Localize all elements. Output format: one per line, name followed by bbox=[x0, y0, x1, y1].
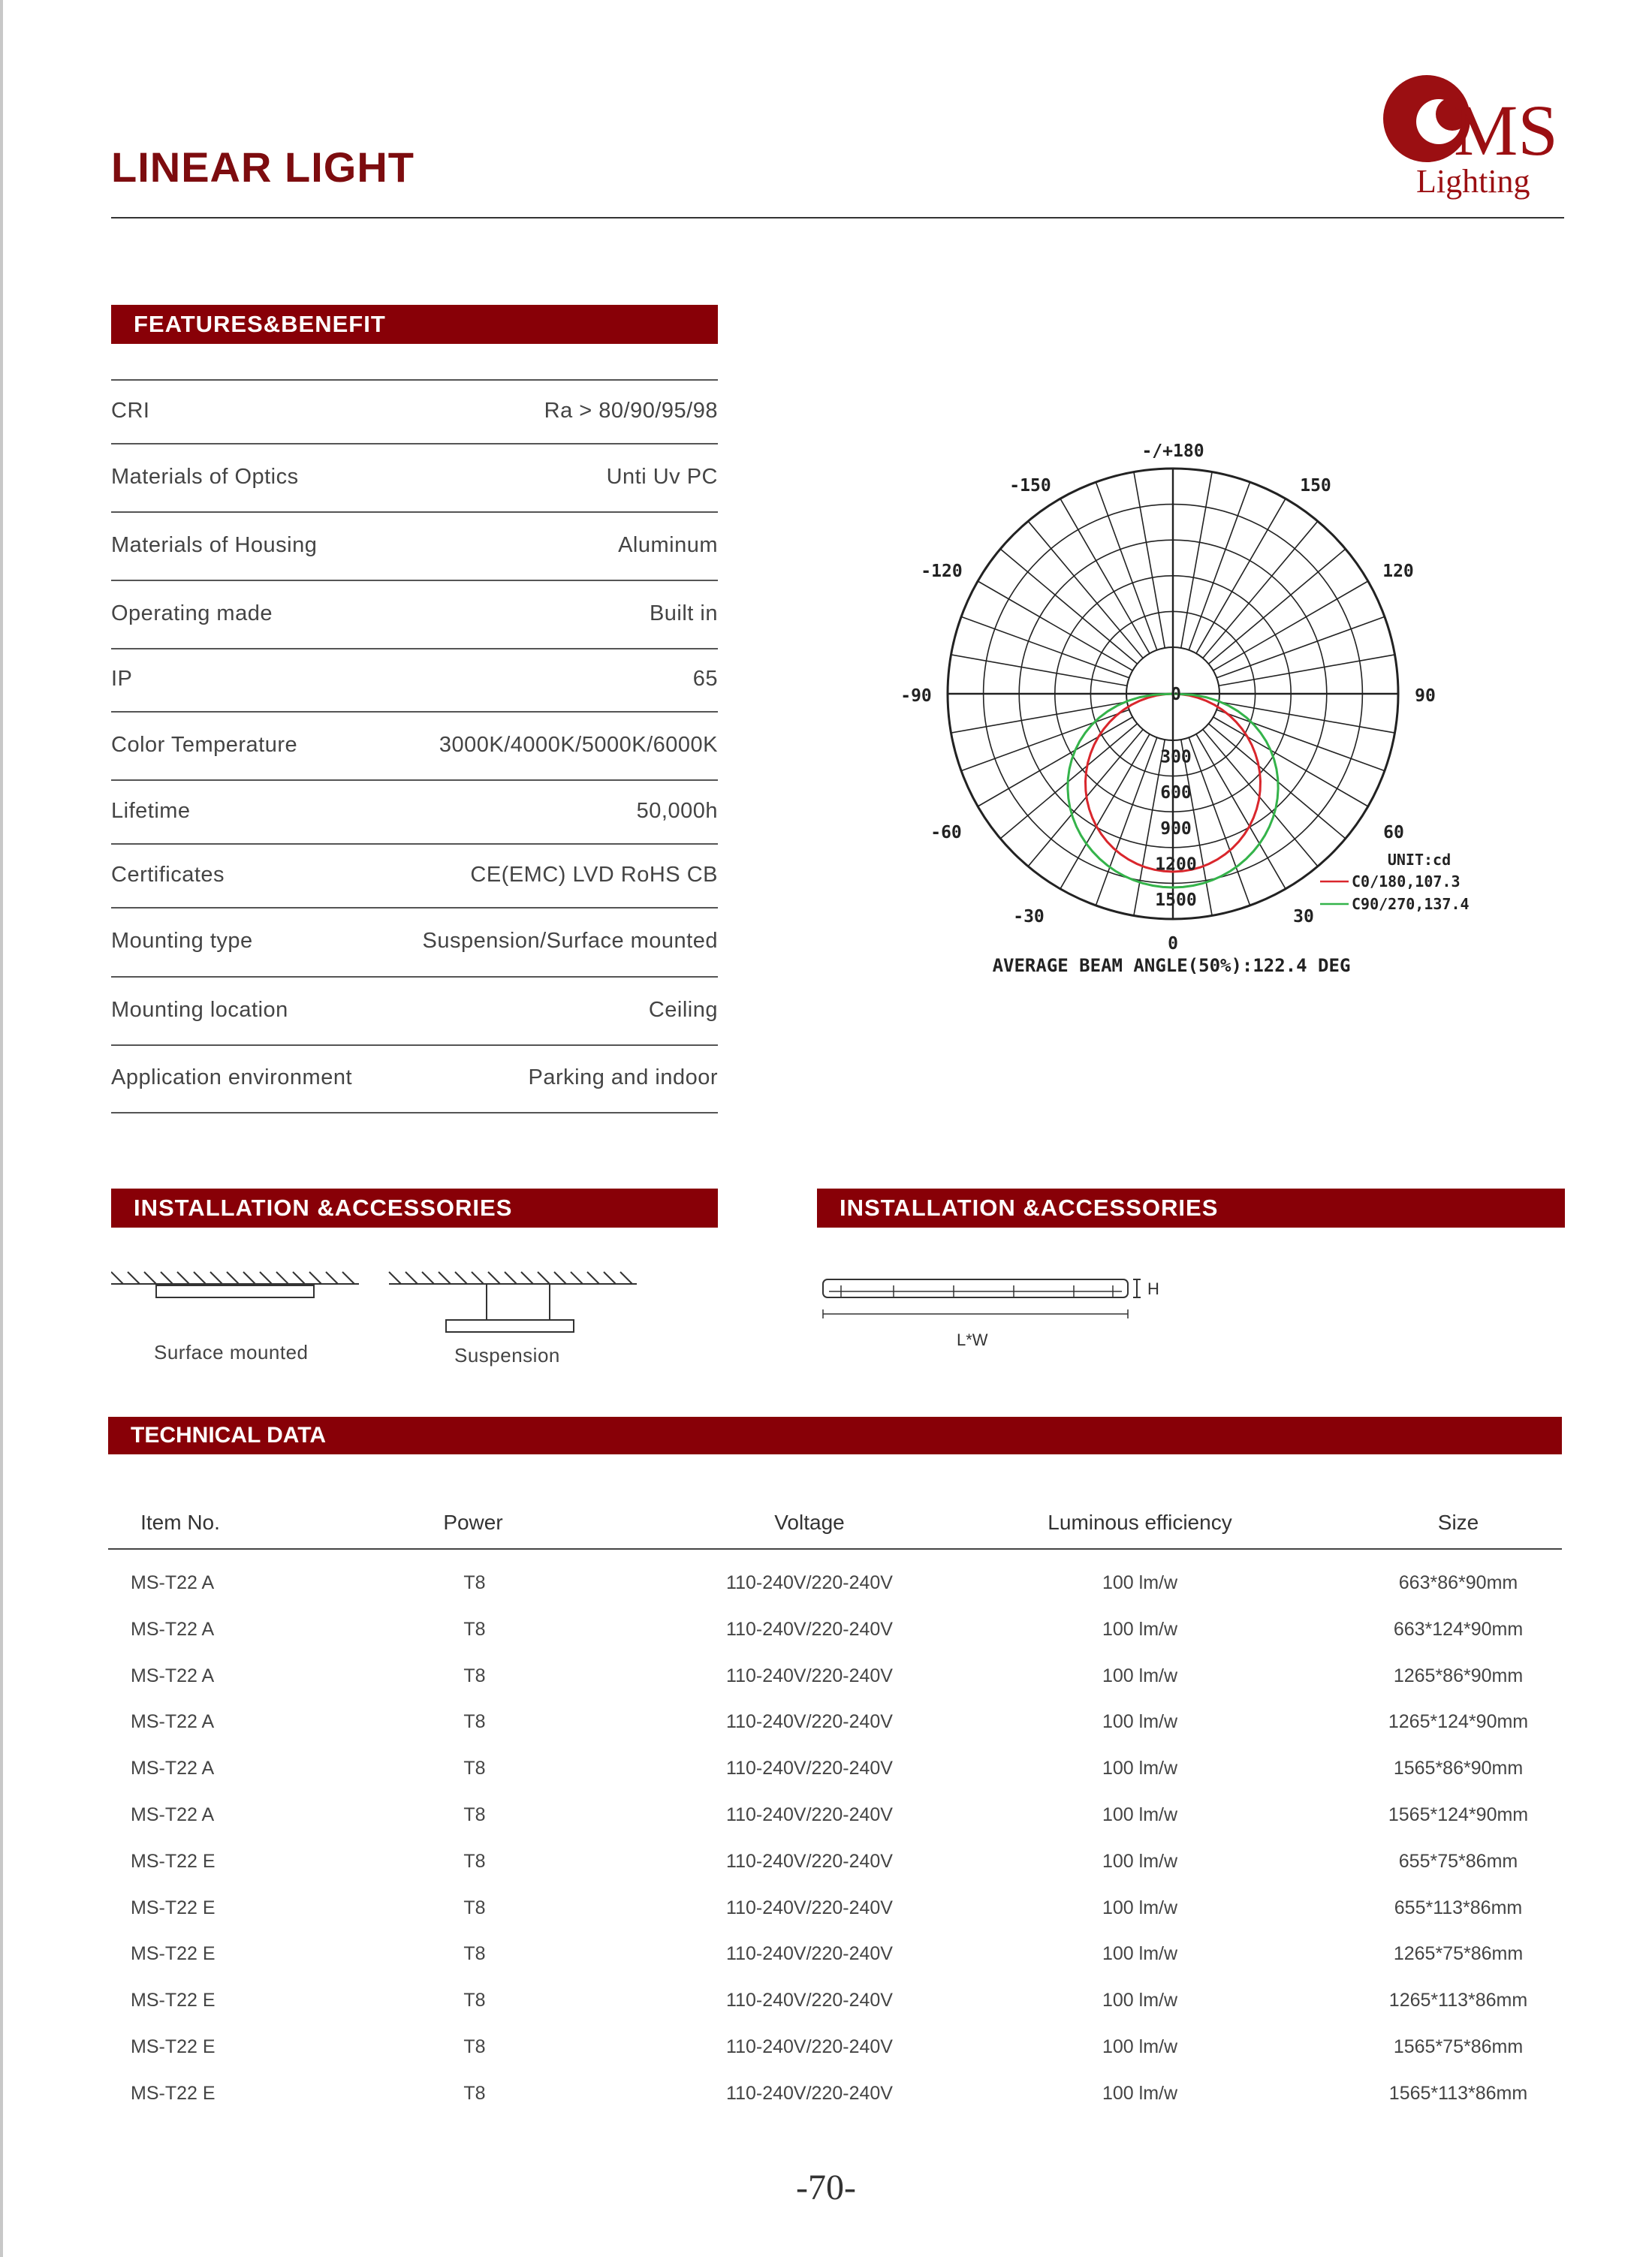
legend-c0: C0/180,107.3 bbox=[1352, 872, 1461, 890]
table-column-header: Item No. bbox=[140, 1511, 220, 1534]
angle-label-minus60: -60 bbox=[930, 823, 962, 842]
length-width-label: L*W bbox=[957, 1330, 988, 1349]
table-cell: 100 lm/w bbox=[1102, 1572, 1178, 1593]
radial-label: 600 bbox=[1160, 783, 1192, 803]
spec-label: Lifetime bbox=[111, 799, 191, 823]
table-cell: MS-T22 E bbox=[131, 2082, 216, 2104]
spec-divider bbox=[111, 843, 718, 845]
hatch-stroke bbox=[276, 1272, 288, 1284]
table-cell: 100 lm/w bbox=[1102, 1804, 1178, 1825]
hatch-stroke bbox=[439, 1272, 451, 1284]
polar-spoke bbox=[1216, 616, 1385, 677]
spec-divider bbox=[111, 907, 718, 909]
table-cell: 100 lm/w bbox=[1102, 1990, 1178, 2011]
hatch-stroke bbox=[422, 1272, 434, 1284]
logo-text: Lighting bbox=[1416, 163, 1530, 200]
table-cell: MS-T22 E bbox=[131, 1990, 216, 2011]
spec-divider bbox=[111, 511, 718, 513]
surface-mounted-caption: Surface mounted bbox=[154, 1341, 309, 1364]
features-heading: FEATURES&BENEFIT bbox=[111, 305, 718, 344]
table-cell: 110-240V/220-240V bbox=[726, 2036, 893, 2057]
spec-value: 65 bbox=[692, 667, 718, 691]
spec-divider bbox=[111, 648, 718, 649]
table-cell: 110-240V/220-240V bbox=[726, 1665, 893, 1686]
fixture-side-view bbox=[823, 1279, 1128, 1297]
table-cell: MS-T22 A bbox=[131, 1758, 215, 1779]
table-cell: 110-240V/220-240V bbox=[726, 1572, 893, 1593]
spec-label: Mounting type bbox=[111, 929, 253, 953]
table-cell: 1265*86*90mm bbox=[1393, 1665, 1524, 1686]
surface-fixture bbox=[156, 1285, 314, 1297]
table-cell: T8 bbox=[463, 1990, 486, 2011]
hatch-stroke bbox=[472, 1272, 484, 1284]
angle-label-minus120: -120 bbox=[921, 562, 963, 581]
radial-label: 1200 bbox=[1155, 854, 1197, 875]
table-cell: T8 bbox=[463, 1897, 486, 1918]
polar-spoke bbox=[1181, 472, 1212, 648]
table-cell: 110-240V/220-240V bbox=[726, 1990, 893, 2011]
table-cell: 100 lm/w bbox=[1102, 1850, 1178, 1872]
page-number: -70- bbox=[796, 2168, 856, 2207]
spec-divider bbox=[111, 1044, 718, 1046]
spec-divider bbox=[111, 379, 718, 381]
table-cell: T8 bbox=[463, 2082, 486, 2104]
spec-label: Color Temperature bbox=[111, 733, 298, 757]
table-cell: MS-T22 E bbox=[131, 2036, 216, 2057]
table-cell: 1265*75*86mm bbox=[1393, 1943, 1524, 1965]
table-cell: 110-240V/220-240V bbox=[726, 1758, 893, 1779]
table-cell: MS-T22 E bbox=[131, 1897, 216, 1918]
table-cell: T8 bbox=[463, 1711, 486, 1733]
technical-heading: TECHNICAL DATA bbox=[108, 1417, 1562, 1454]
table-cell: MS-T22 E bbox=[131, 1850, 216, 1872]
page-title: LINEAR LIGHT bbox=[111, 143, 415, 191]
spec-divider bbox=[111, 443, 718, 444]
installation-right-heading: INSTALLATION &ACCESSORIES bbox=[817, 1189, 1565, 1228]
table-cell: 1265*124*90mm bbox=[1388, 1711, 1529, 1733]
hatch-stroke bbox=[538, 1272, 550, 1284]
table-cell: 1565*113*86mm bbox=[1388, 2082, 1528, 2104]
table-cell: T8 bbox=[463, 2036, 486, 2057]
suspension-caption: Suspension bbox=[454, 1344, 560, 1367]
angle-label-minus30: -30 bbox=[1013, 907, 1045, 927]
table-column-header: Size bbox=[1437, 1511, 1479, 1534]
table-cell: 1565*75*86mm bbox=[1393, 2036, 1524, 2057]
radial-label: 300 bbox=[1160, 747, 1192, 767]
table-cell: 100 lm/w bbox=[1102, 1618, 1178, 1640]
table-cell: 100 lm/w bbox=[1102, 2036, 1178, 2057]
spec-divider bbox=[111, 976, 718, 978]
table-cell: 1565*124*90mm bbox=[1388, 1804, 1529, 1825]
polar-spoke bbox=[1189, 737, 1250, 906]
hatch-stroke bbox=[309, 1272, 321, 1284]
table-cell: 663*86*90mm bbox=[1398, 1572, 1518, 1593]
angle-label-minus90: -90 bbox=[900, 686, 932, 706]
table-cell: T8 bbox=[463, 1943, 486, 1965]
table-header-rule bbox=[108, 1548, 1562, 1550]
spec-label: CRI bbox=[111, 399, 150, 423]
hatch-stroke bbox=[293, 1272, 305, 1284]
angle-label-90: 90 bbox=[1415, 686, 1436, 706]
hatch-stroke bbox=[177, 1272, 189, 1284]
ms-lighting-logo bbox=[1380, 72, 1575, 207]
table-cell: 100 lm/w bbox=[1102, 2082, 1178, 2104]
spec-divider bbox=[111, 1112, 718, 1113]
light-distribution-polar-chart bbox=[894, 428, 1524, 984]
hatch-stroke bbox=[227, 1272, 239, 1284]
spec-value: 3000K/4000K/5000K/6000K bbox=[439, 733, 718, 757]
table-cell: 100 lm/w bbox=[1102, 1758, 1178, 1779]
hatch-stroke bbox=[604, 1272, 616, 1284]
hatch-stroke bbox=[389, 1272, 401, 1284]
table-cell: T8 bbox=[463, 1804, 486, 1825]
polar-spoke bbox=[1134, 472, 1165, 648]
radial-label: 1500 bbox=[1155, 890, 1197, 910]
table-cell: T8 bbox=[463, 1758, 486, 1779]
table-cell: 663*124*90mm bbox=[1393, 1618, 1524, 1640]
table-cell: MS-T22 A bbox=[131, 1572, 215, 1593]
radial-label: 0 bbox=[1171, 685, 1181, 704]
hatch-stroke bbox=[587, 1272, 599, 1284]
polar-spoke bbox=[1219, 655, 1394, 686]
installation-left-heading: INSTALLATION &ACCESSORIES bbox=[111, 1189, 718, 1228]
table-cell: 110-240V/220-240V bbox=[726, 2082, 893, 2104]
polar-spoke bbox=[961, 616, 1129, 677]
table-column-header: Voltage bbox=[774, 1511, 845, 1534]
table-cell: 100 lm/w bbox=[1102, 1665, 1178, 1686]
polar-spoke bbox=[961, 710, 1129, 770]
logo-mark: MS bbox=[1454, 90, 1558, 170]
hatch-stroke bbox=[144, 1272, 156, 1284]
spec-value: Ceiling bbox=[648, 998, 718, 1022]
hatch-stroke bbox=[554, 1272, 566, 1284]
angle-label-minus150: -150 bbox=[1009, 476, 1051, 496]
hatch-stroke bbox=[505, 1272, 517, 1284]
beam-angle-caption: AVERAGE BEAM ANGLE(50%):122.4 DEG bbox=[992, 955, 1351, 976]
spec-label: Mounting location bbox=[111, 998, 288, 1022]
mounting-diagram bbox=[111, 1269, 637, 1351]
polar-spoke bbox=[1096, 482, 1156, 650]
dimension-diagram bbox=[818, 1269, 1179, 1351]
hatch-stroke bbox=[342, 1272, 354, 1284]
table-column-header: Power bbox=[443, 1511, 503, 1534]
table-cell: 655*113*86mm bbox=[1394, 1897, 1523, 1918]
polar-spoke bbox=[1189, 482, 1250, 650]
hatch-stroke bbox=[405, 1272, 418, 1284]
spec-value: 50,000h bbox=[636, 799, 718, 823]
spec-value: CE(EMC) LVD RoHS CB bbox=[470, 863, 718, 887]
legend-c90: C90/270,137.4 bbox=[1352, 895, 1470, 913]
spec-value: Built in bbox=[649, 601, 718, 625]
spec-value: Ra > 80/90/95/98 bbox=[544, 399, 718, 423]
table-cell: 100 lm/w bbox=[1102, 1897, 1178, 1918]
table-cell: 1265*113*86mm bbox=[1388, 1990, 1528, 2011]
table-cell: 100 lm/w bbox=[1102, 1711, 1178, 1733]
title-divider bbox=[111, 217, 1564, 218]
spec-label: Materials of Optics bbox=[111, 465, 299, 489]
suspension-fixture bbox=[446, 1320, 574, 1332]
spec-value: Parking and indoor bbox=[528, 1065, 718, 1089]
table-cell: MS-T22 E bbox=[131, 1943, 216, 1965]
table-cell: T8 bbox=[463, 1618, 486, 1640]
table-cell: T8 bbox=[463, 1665, 486, 1686]
hatch-stroke bbox=[620, 1272, 632, 1284]
polar-spoke bbox=[1096, 737, 1156, 906]
table-cell: 110-240V/220-240V bbox=[726, 1943, 893, 1965]
table-cell: MS-T22 A bbox=[131, 1804, 215, 1825]
table-cell: MS-T22 A bbox=[131, 1665, 215, 1686]
angle-label-30: 30 bbox=[1293, 907, 1314, 927]
hatch-stroke bbox=[243, 1272, 255, 1284]
polar-spoke bbox=[1216, 710, 1385, 770]
page-edge bbox=[0, 0, 3, 2257]
suspension-ceiling-hatch bbox=[389, 1272, 637, 1284]
hatch-stroke bbox=[488, 1272, 500, 1284]
table-cell: 100 lm/w bbox=[1102, 1943, 1178, 1965]
table-cell: 110-240V/220-240V bbox=[726, 1897, 893, 1918]
hatch-stroke bbox=[326, 1272, 338, 1284]
polar-spoke bbox=[951, 655, 1127, 686]
unit-label: UNIT:cd bbox=[1387, 851, 1452, 869]
table-cell: 1565*86*90mm bbox=[1393, 1758, 1524, 1779]
spec-value: Suspension/Surface mounted bbox=[422, 929, 718, 953]
spec-divider bbox=[111, 779, 718, 781]
radial-label: 900 bbox=[1160, 818, 1192, 839]
table-cell: T8 bbox=[463, 1850, 486, 1872]
angle-label-150: 150 bbox=[1300, 476, 1331, 496]
spec-value: Aluminum bbox=[618, 533, 718, 557]
spec-divider bbox=[111, 580, 718, 581]
height-label: H bbox=[1147, 1279, 1159, 1298]
spec-divider bbox=[111, 711, 718, 713]
hatch-stroke bbox=[128, 1272, 140, 1284]
hatch-stroke bbox=[111, 1272, 123, 1284]
table-column-header: Luminous efficiency bbox=[1048, 1511, 1232, 1534]
table-cell: MS-T22 A bbox=[131, 1711, 215, 1733]
spec-label: Materials of Housing bbox=[111, 533, 318, 557]
table-cell: 110-240V/220-240V bbox=[726, 1618, 893, 1640]
hatch-stroke bbox=[521, 1272, 533, 1284]
angle-label-60: 60 bbox=[1383, 823, 1404, 842]
table-cell: 655*75*86mm bbox=[1398, 1850, 1518, 1872]
table-cell: MS-T22 A bbox=[131, 1618, 215, 1640]
angle-label-0: 0 bbox=[1168, 934, 1178, 954]
table-cell: T8 bbox=[463, 1572, 486, 1593]
hatch-stroke bbox=[210, 1272, 222, 1284]
spec-label: Certificates bbox=[111, 863, 225, 887]
spec-label: IP bbox=[111, 667, 133, 691]
hatch-stroke bbox=[194, 1272, 206, 1284]
angle-label-120: 120 bbox=[1382, 562, 1414, 581]
table-cell: 110-240V/220-240V bbox=[726, 1850, 893, 1872]
hatch-stroke bbox=[571, 1272, 583, 1284]
spec-label: Operating made bbox=[111, 601, 273, 625]
spec-label: Application environment bbox=[111, 1065, 353, 1089]
hatch-stroke bbox=[455, 1272, 467, 1284]
hatch-stroke bbox=[161, 1272, 173, 1284]
spec-value: Unti Uv PC bbox=[606, 465, 718, 489]
table-cell: 110-240V/220-240V bbox=[726, 1711, 893, 1733]
hatch-stroke bbox=[260, 1272, 272, 1284]
angle-label-180: -/+180 bbox=[1141, 441, 1204, 461]
surface-ceiling-hatch bbox=[111, 1272, 359, 1284]
table-cell: 110-240V/220-240V bbox=[726, 1804, 893, 1825]
